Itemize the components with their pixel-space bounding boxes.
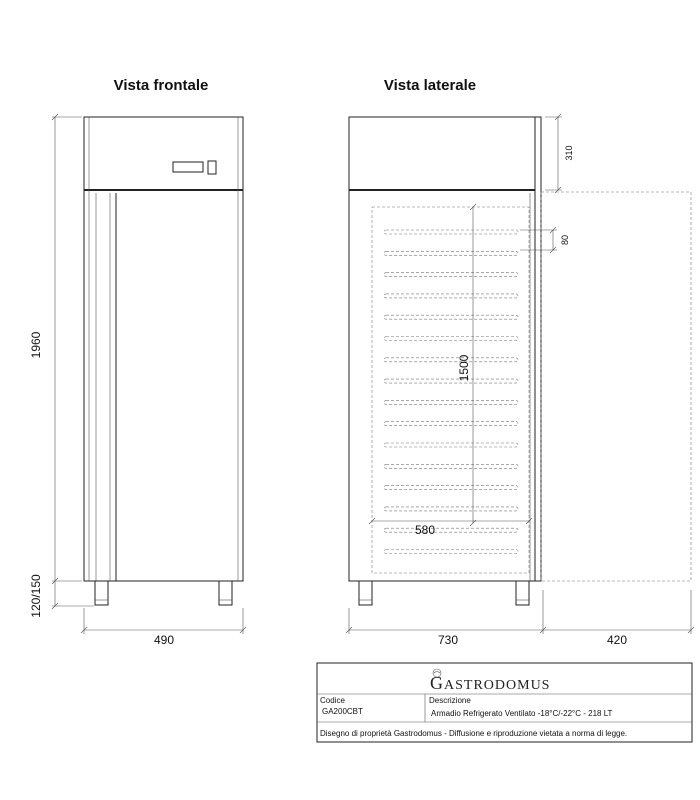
shelf xyxy=(384,550,518,554)
shelf xyxy=(384,273,518,277)
door-swing-area xyxy=(541,192,691,581)
side-cabinet-outline xyxy=(349,117,535,581)
front-foot-right xyxy=(219,581,232,605)
top-height-dimension xyxy=(545,114,562,193)
side-view-title: Vista laterale xyxy=(383,77,477,94)
side-foot-right xyxy=(516,581,529,605)
shelf xyxy=(384,379,518,383)
interior-compartment xyxy=(372,207,529,573)
brand-name: GASTRODOMUS xyxy=(430,673,551,693)
shelf-group xyxy=(384,230,518,554)
front-width-label: 490 xyxy=(153,633,175,647)
front-foot-left xyxy=(95,581,108,605)
shelf xyxy=(384,294,518,298)
shelf xyxy=(384,358,518,362)
front-view-title: Vista frontale xyxy=(113,77,209,94)
shelf xyxy=(384,507,518,511)
shelf xyxy=(384,422,518,426)
total-height-label: 1960 xyxy=(29,331,43,359)
side-depth-dimension xyxy=(346,590,694,634)
front-width-dimension xyxy=(81,608,246,634)
side-door-profile xyxy=(535,117,541,581)
front-height-dimension xyxy=(52,114,94,609)
description-label: Descrizione xyxy=(429,696,471,705)
description-value: Armadio Refrigerato Ventilato -18°C/-22°C - 218 LT xyxy=(431,709,613,718)
display-panel xyxy=(173,162,203,172)
interior-height-label: 1500 xyxy=(457,354,471,382)
shelf-pitch-label: 80 xyxy=(560,234,570,246)
top-height-label: 310 xyxy=(564,145,574,161)
interior-depth-label: 580 xyxy=(414,523,436,537)
code-value: GA200CBT xyxy=(322,707,363,716)
front-view xyxy=(84,117,243,605)
shelf xyxy=(384,528,518,532)
side-view xyxy=(349,117,691,605)
shelf xyxy=(384,337,518,341)
display-switch xyxy=(208,161,216,174)
shelf xyxy=(384,400,518,404)
shelf xyxy=(384,464,518,468)
shelf xyxy=(384,315,518,319)
door-clearance-label: 420 xyxy=(606,633,628,647)
shelf-pitch-dimension xyxy=(520,227,557,253)
interior-depth-dimension xyxy=(369,518,532,524)
shelf xyxy=(384,251,518,255)
side-depth-label: 730 xyxy=(437,633,459,647)
feet-height-label: 120/150 xyxy=(29,574,43,618)
front-cabinet-outline xyxy=(84,117,243,581)
code-label: Codice xyxy=(320,696,345,705)
copyright-footer: Disegno di proprietà Gastrodomus - Diffusione e riproduzione vietata a norma di legge. xyxy=(320,729,628,738)
shelf xyxy=(384,230,518,234)
shelf xyxy=(384,486,518,490)
shelf xyxy=(384,443,518,447)
side-foot-left xyxy=(359,581,372,605)
